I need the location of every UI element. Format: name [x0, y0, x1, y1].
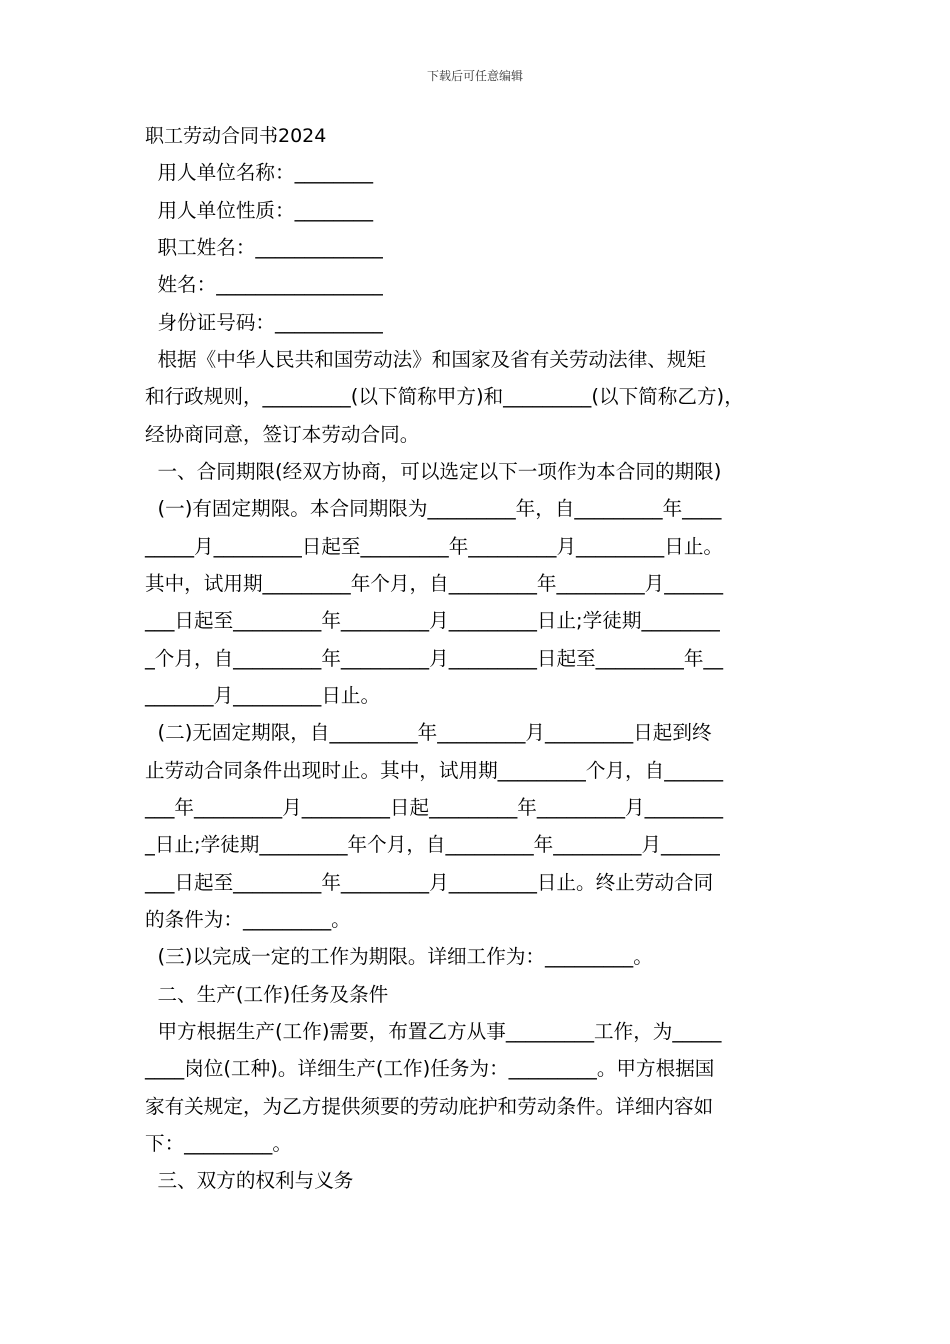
paragraph-line: 下：_________。 [145, 1132, 292, 1155]
company-type-line: 用人单位性质：________ [145, 199, 373, 222]
section-heading: 二、生产(工作)任务及条件 [145, 983, 389, 1006]
paragraph-line: ___年_________月_________日起_________年_________月________ [145, 796, 724, 819]
paragraph-line: _______月_________日止。 [145, 684, 381, 707]
paragraph-line: ___日起至_________年_________月_________日止。终止劳动合同 [145, 871, 714, 894]
paragraph-line: (三)以完成一定的工作为期限。详细工作为：_________。 [145, 945, 653, 968]
paragraph-line: ____岗位(工种)。详细生产(工作)任务为：_________。甲方根据国 [145, 1057, 715, 1080]
paragraph-line: 家有关规定，为乙方提供须要的劳动庇护和劳动条件。详细内容如 [145, 1095, 714, 1118]
id-number-line: 身份证号码：___________ [145, 311, 383, 334]
company-name-line: 用人单位名称：________ [145, 161, 373, 184]
paragraph-line: (二)无固定期限，自_________年_________月_________日起到终 [145, 721, 712, 744]
employee-name-line: 职工姓名：_____________ [145, 236, 383, 259]
paragraph-line: 甲方根据生产(工作)需要，布置乙方从事_________工作，为_____ [145, 1020, 722, 1043]
paragraph-line: 经协商同意，签订本劳动合同。 [145, 423, 420, 446]
paragraph-line: 止劳动合同条件出现时止。其中，试用期_________个月，自______ [145, 759, 724, 782]
paragraph-line: _个月，自_________年_________月_________日起至_________年__ [145, 647, 724, 670]
paragraph-line: 根据《中华人民共和国劳动法》和国家及省有关劳动法律、规矩 [145, 348, 707, 371]
paragraph-line: 其中，试用期_________年个月，自_________年_________月______ [145, 572, 724, 595]
section-heading: 三、双方的权利与义务 [145, 1169, 354, 1192]
paragraph-line: ___日起至_________年_________月_________日止;学徒期________ [145, 609, 720, 632]
paragraph-line: 的条件为：_________。 [145, 908, 351, 931]
paragraph-line: 和行政规则，_________(以下简称甲方)和_________(以下简称乙方)， [145, 385, 744, 408]
page-header: 下载后可任意编辑 [426, 69, 523, 83]
document-title: 职工劳动合同书2024 [145, 125, 327, 147]
paragraph-line: _____月_________日起至_________年_________月_________日止。 [145, 535, 724, 558]
section-heading: 一、合同期限(经双方协商，可以选定以下一项作为本合同的期限) [145, 460, 722, 483]
paragraph-line: (一)有固定期限。本合同期限为_________年，自_________年____ [145, 497, 722, 520]
name-line: 姓名：_________________ [145, 273, 383, 296]
paragraph-line: _日止;学徒期_________年个月，自_________年_________月______ [145, 833, 720, 856]
